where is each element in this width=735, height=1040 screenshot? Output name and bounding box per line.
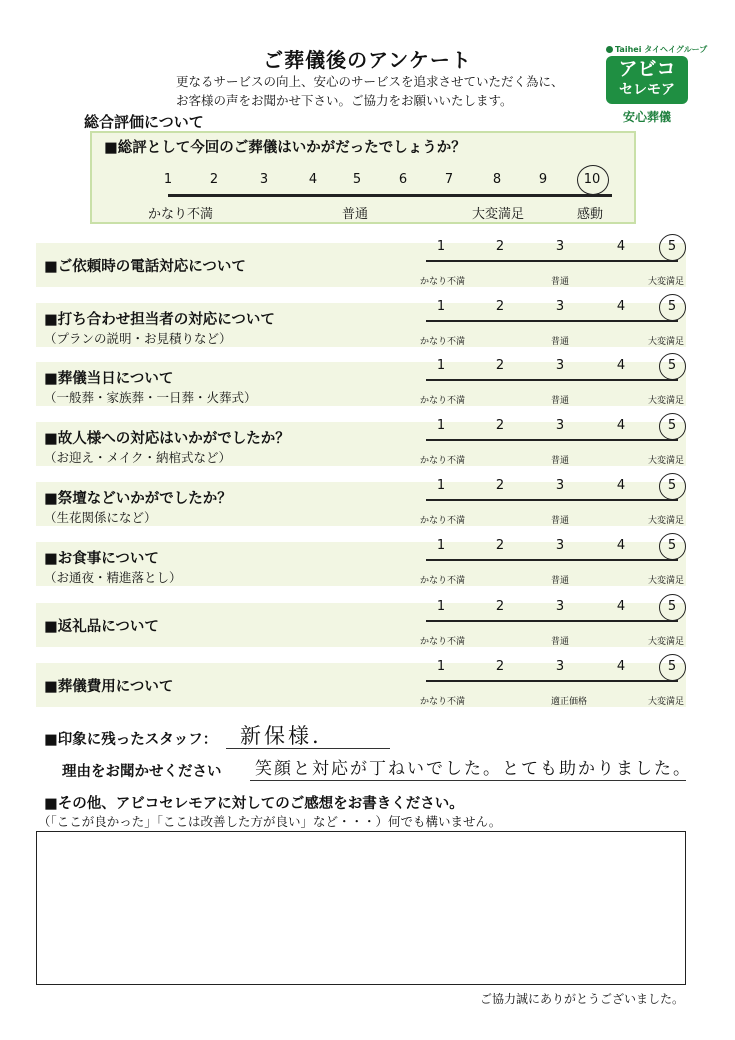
rating-number[interactable]: 3: [555, 418, 565, 433]
staff-name[interactable]: 新保様.: [240, 724, 322, 748]
rating-anchor-label: かなり不満: [420, 396, 466, 406]
logo-group: [606, 44, 707, 55]
intro-line-1: 更なるサービスの向上、安心のサービスを追求させていただく為に、: [176, 74, 564, 89]
rating-anchor-label: 大変満足: [648, 396, 685, 406]
selected-circle-mark: [577, 165, 609, 195]
rating-section-subtitle: （生花関係になど）: [44, 510, 157, 525]
rating-number[interactable]: 4: [616, 239, 626, 254]
rating-number[interactable]: 3: [555, 358, 565, 373]
group-mark-icon: [606, 46, 613, 53]
other-comments-sub: （「ここが良かった」「ここは改善した方が良い」など・・・）何でも構いません。: [38, 814, 502, 829]
rating-number[interactable]: 2: [495, 659, 505, 674]
other-comments-label: ■その他、アビコセレモアに対してのご感想をお書きください。: [44, 796, 464, 812]
rating-anchor-label: 適正価格: [551, 697, 588, 707]
overall-scale-number[interactable]: 3: [259, 172, 269, 187]
rating-number[interactable]: 5: [667, 358, 677, 373]
rating-section-subtitle: （一般葬・家族葬・一日葬・火葬式）: [44, 390, 257, 405]
rating-section-subtitle: （プランの説明・お見積りなど）: [44, 331, 232, 346]
selected-circle-mark: [659, 654, 686, 681]
rating-number[interactable]: 2: [495, 418, 505, 433]
rating-number[interactable]: 4: [616, 299, 626, 314]
rating-section-subtitle: （お迎え・メイク・納棺式など）: [44, 450, 232, 465]
rating-number[interactable]: 5: [667, 418, 677, 433]
rating-number[interactable]: 5: [667, 659, 677, 674]
overall-anchor-high: 大変満足: [472, 207, 525, 222]
rating-number[interactable]: 4: [616, 358, 626, 373]
rating-number[interactable]: 3: [555, 299, 565, 314]
rating-number[interactable]: 1: [436, 418, 446, 433]
reason-text[interactable]: 笑顔と対応が丁ねいでした。とても助かりました。: [255, 759, 692, 779]
rating-number[interactable]: 5: [667, 599, 677, 614]
rating-section-title: ■お食事について: [44, 551, 159, 567]
rating-section-title: ■故人様への対応はいかがでしたか？: [44, 431, 290, 447]
rating-number[interactable]: 2: [495, 478, 505, 493]
thanks-text: ご協力誠にありがとうございました。: [480, 992, 685, 1006]
rating-anchor-label: 大変満足: [648, 637, 685, 647]
intro-line-2: お客様の声をお聞かせ下さい。ご協力をお願いいたします。: [176, 93, 513, 108]
selected-circle-mark: [659, 594, 686, 621]
rating-anchor-label: かなり不満: [420, 697, 466, 707]
overall-scale-number[interactable]: 9: [538, 172, 548, 187]
rating-scale-line: [426, 680, 678, 682]
staff-label: ■印象に残ったスタッフ：: [44, 732, 218, 748]
selected-circle-mark: [659, 353, 686, 380]
rating-number[interactable]: 1: [436, 599, 446, 614]
logo-group-text: Taihei タイヘイグループ: [615, 45, 708, 54]
rating-anchor-label: 普通: [551, 637, 570, 647]
rating-number[interactable]: 2: [495, 538, 505, 553]
rating-anchor-label: かなり不満: [420, 277, 466, 287]
rating-anchor-label: 大変満足: [648, 576, 685, 586]
rating-scale-line: [426, 439, 678, 441]
rating-number[interactable]: 1: [436, 659, 446, 674]
overall-anchor-top: 感動: [577, 207, 604, 222]
overall-anchor-mid: 普通: [342, 207, 369, 222]
overall-question: ■総評として今回のご葬儀はいかがだったでしょうか？: [104, 140, 466, 156]
overall-scale-line: [168, 194, 612, 197]
rating-anchor-label: かなり不満: [420, 516, 466, 526]
overall-scale-number[interactable]: 5: [352, 172, 362, 187]
selected-circle-mark: [659, 234, 686, 261]
rating-anchor-label: 大変満足: [648, 516, 685, 526]
rating-section-title: ■ご依頼時の電話対応について: [44, 259, 246, 275]
rating-number[interactable]: 3: [555, 659, 565, 674]
rating-anchor-label: 普通: [551, 516, 570, 526]
overall-scale-number[interactable]: 1: [163, 172, 173, 187]
rating-number[interactable]: 3: [555, 478, 565, 493]
logo-line-2: セレモア: [619, 82, 675, 98]
logo-sub: 安心葬儀: [622, 110, 671, 124]
rating-number[interactable]: 1: [436, 239, 446, 254]
rating-section-title: ■葬儀費用について: [44, 679, 174, 695]
rating-anchor-label: 普通: [551, 277, 570, 287]
rating-anchor-label: かなり不満: [420, 576, 466, 586]
selected-circle-mark: [659, 473, 686, 500]
rating-number[interactable]: 2: [495, 299, 505, 314]
rating-anchor-label: 大変満足: [648, 456, 685, 466]
rating-number[interactable]: 4: [616, 659, 626, 674]
rating-number[interactable]: 1: [436, 478, 446, 493]
rating-anchor-label: かなり不満: [420, 337, 466, 347]
rating-number[interactable]: 5: [667, 239, 677, 254]
rating-number[interactable]: 5: [667, 478, 677, 493]
rating-anchor-label: 普通: [551, 396, 570, 406]
rating-anchor-label: 大変満足: [648, 337, 685, 347]
rating-anchor-label: 大変満足: [648, 697, 685, 707]
logo-line-1: アビコ: [618, 58, 676, 80]
rating-scale-line: [426, 260, 678, 262]
rating-section-title: ■打ち合わせ担当者の対応について: [44, 312, 275, 328]
rating-anchor-label: かなり不満: [420, 456, 466, 466]
rating-number[interactable]: 5: [667, 538, 677, 553]
rating-section-title: ■祭壇などいかがでしたか？: [44, 491, 232, 507]
page-title: ご葬儀後のアンケート: [263, 48, 472, 72]
rating-scale-line: [426, 499, 678, 501]
reason-underline: [250, 780, 686, 781]
rating-scale-line: [426, 620, 678, 622]
rating-number[interactable]: 5: [667, 299, 677, 314]
rating-number[interactable]: 4: [616, 418, 626, 433]
overall-scale-number[interactable]: 6: [398, 172, 408, 187]
rating-scale-line: [426, 559, 678, 561]
rating-number[interactable]: 3: [555, 599, 565, 614]
rating-anchor-label: 普通: [551, 337, 570, 347]
selected-circle-mark: [659, 533, 686, 560]
rating-number[interactable]: 1: [436, 358, 446, 373]
overall-anchor-low: かなり不満: [148, 207, 214, 222]
overall-scale-number[interactable]: 10: [583, 172, 601, 187]
rating-section-subtitle: （お通夜・精進落とし）: [44, 570, 182, 585]
selected-circle-mark: [659, 413, 686, 440]
rating-section-title: ■葬儀当日について: [44, 371, 174, 387]
selected-circle-mark: [659, 294, 686, 321]
rating-scale-line: [426, 320, 678, 322]
rating-scale-line: [426, 379, 678, 381]
rating-anchor-label: 普通: [551, 456, 570, 466]
overall-scale-number[interactable]: 7: [444, 172, 454, 187]
rating-number[interactable]: 4: [616, 478, 626, 493]
logo: [606, 56, 688, 104]
rating-section-title: ■返礼品について: [44, 619, 159, 635]
overall-section-label: 総合評価について: [84, 113, 204, 131]
staff-underline: [226, 748, 390, 749]
rating-number[interactable]: 3: [555, 538, 565, 553]
rating-number[interactable]: 4: [616, 538, 626, 553]
intro-text: [176, 72, 564, 110]
rating-number[interactable]: 1: [436, 538, 446, 553]
overall-scale-number[interactable]: 2: [209, 172, 219, 187]
overall-scale-number[interactable]: 4: [308, 172, 318, 187]
rating-anchor-label: 普通: [551, 576, 570, 586]
rating-number[interactable]: 2: [495, 599, 505, 614]
rating-number[interactable]: 4: [616, 599, 626, 614]
rating-anchor-label: かなり不満: [420, 637, 466, 647]
comments-box[interactable]: [36, 831, 686, 985]
rating-number[interactable]: 2: [495, 239, 505, 254]
rating-number[interactable]: 1: [436, 299, 446, 314]
rating-number[interactable]: 3: [555, 239, 565, 254]
rating-number[interactable]: 2: [495, 358, 505, 373]
overall-scale-number[interactable]: 8: [492, 172, 502, 187]
reason-label: 理由をお聞かせください: [62, 764, 222, 780]
rating-anchor-label: 大変満足: [648, 277, 685, 287]
